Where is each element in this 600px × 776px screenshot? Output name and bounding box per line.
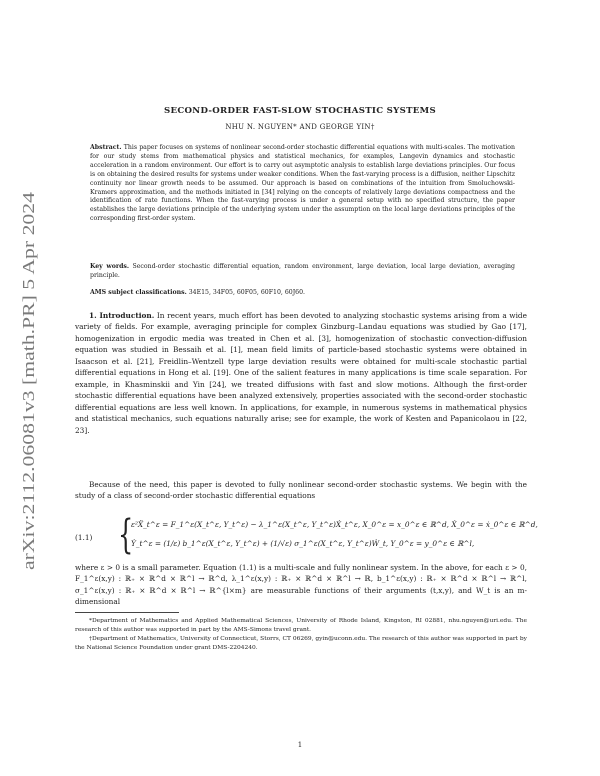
footnotes	[75, 617, 527, 652]
page-number: 1	[297, 741, 303, 749]
intro-paragraph	[75, 310, 527, 436]
keywords-text: Second-order stochastic differential equation, random environment, large deviation, local large deviation, averaging principle.	[90, 263, 516, 279]
arxiv-id-text: arXiv:2112.06081v3 [math.PR] 5 Apr 2024	[19, 274, 38, 570]
ams-classifications	[90, 289, 515, 298]
abstract-label: Abstract.	[90, 144, 122, 151]
equation-brace: {	[118, 512, 134, 558]
ams-label: AMS subject classifications.	[90, 289, 187, 296]
intro-text: In recent years, much effort has been devoted to analyzing stochastic systems arising from a wide variety of fields. For example, averaging principle for complex Ginzburg–Landau equations was studied by Gao [17], homogenization in ergodic media was treated in Chen et al. [3], homogenization of stochastic convection-diffusion equation was studied in Bessaih et al. [1], mean field limits of particle-based stochastic systems were obtained in Isaacson et al. [21], Freidlin–Wentzell type large deviation results were obtained for multi-scale stochastic partial differential equations in Hong et al. [19]. One of the salient features in many applications is time scale separation. For example, in Khasminskii and Yin [24], we treated diffusions with fast and slow motions. Although the first-order stochastic differential equations have been analyzed extensively, properties associated with the second-order stochastic differential equations are less well known. In applications, for example, in numerous systems in mathematical physics and statistical mechanics, such equations naturally arise; see for example, the work of Kesten and Papanicolaou in [22, 23].	[75, 311, 527, 435]
footnote-rule	[75, 612, 179, 613]
paper-authors: NHU N. NGUYEN* AND GEORGE YIN†	[225, 123, 375, 131]
intro-heading: 1. Introduction.	[89, 311, 155, 320]
arxiv-stamp-svg	[6, 190, 46, 570]
arxiv-stamp	[6, 190, 46, 570]
paper-title: SECOND-ORDER FAST-SLOW STOCHASTIC SYSTEMS	[164, 106, 436, 116]
equation-line-1: ε²Ẍ_t^ε = F_1^ε(X_t^ε, Y_t^ε) − λ_1^ε(X_t^ε, Y_t^ε)Ẋ_t^ε, X_0^ε = x_0^ε ∈ ℝ^d, Ẋ_0^ε = ẋ_0^ε ∈ ℝ^d,	[131, 520, 538, 529]
keywords-label: Key words.	[90, 263, 130, 270]
footnote-1: *Department of Mathematics and Applied Mathematical Sciences, University of Rhode Island, Kingston, RI 02881, nhu.nguyen@uri.edu. The research of this author was supported in part by the AMS-Simons travel grant.	[75, 618, 527, 633]
intro-paragraph-3: where ε > 0 is a small parameter. Equation (1.1) is a multi-scale and fully nonlinear system. In the above, for each ε > 0, F_1^ε(x,y) : ℝ₊ × ℝ^d × ℝ^l → ℝ^d, λ_1^ε(x,y) : ℝ₊ × ℝ^d × ℝ^l → ℝ, b_1^ε(x,y) : ℝ₊ × ℝ^d × ℝ^l → ℝ^l, σ_1^ε(x,y) : ℝ₊ × ℝ^d × ℝ^l → ℝ^{l×m} are measurable functions of their arguments (t,x,y), and W_t is an m-dimensional	[75, 563, 527, 607]
abstract	[90, 144, 515, 224]
equation-line-2: Ẏ_t^ε = (1/ε) b_1^ε(X_t^ε, Y_t^ε) + (1/√ε) σ_1^ε(X_t^ε, Y_t^ε)Ẇ_t, Y_0^ε = y_0^ε ∈ ℝ^l,	[131, 539, 475, 548]
equation-label: (1.1)	[75, 533, 93, 542]
abstract-text: This paper focuses on systems of nonlinear second-order stochastic differential equations with multi-scales. The motivation for our study stems from mathematical physics and statistical mechanics, for examples, Langevin dynamics and stochastic acceleration in a random environment. Our effort is to carry out asymptotic analysis to establish large deviations principles. Our focus is on obtaining the desired results for systems under weaker conditions. When the fast-varying process is a diffusion, neither Lipschitz continuity nor linear growth needs to be assumed. Our approach is based on combinations of the intuition from Smoluchowski-Kramers approximation, and the methods initiated in [34] relying on the concepts of relatively large deviations compactness and the identification of rate functions. When the fast-varying process is under a general setup with no specified structure, the paper establishes the large deviations principle of the underlying system under the assumption on the local large deviations principles of the corresponding first-order system.	[90, 144, 516, 223]
keywords	[90, 263, 515, 281]
intro-paragraph-2: Because of the need, this paper is devoted to fully nonlinear second-order stochastic systems. We begin with the study of a class of second-order stochastic differential equations	[75, 480, 527, 501]
footnote-2: †Department of Mathematics, University of Connecticut, Storrs, CT 06269, gyin@uconn.edu. The research of this author was supported in part by the National Science Foundation under grant DMS-2204240.	[75, 636, 527, 651]
ams-text: 34E15, 34F05, 60F05, 60F10, 60J60.	[188, 289, 306, 296]
